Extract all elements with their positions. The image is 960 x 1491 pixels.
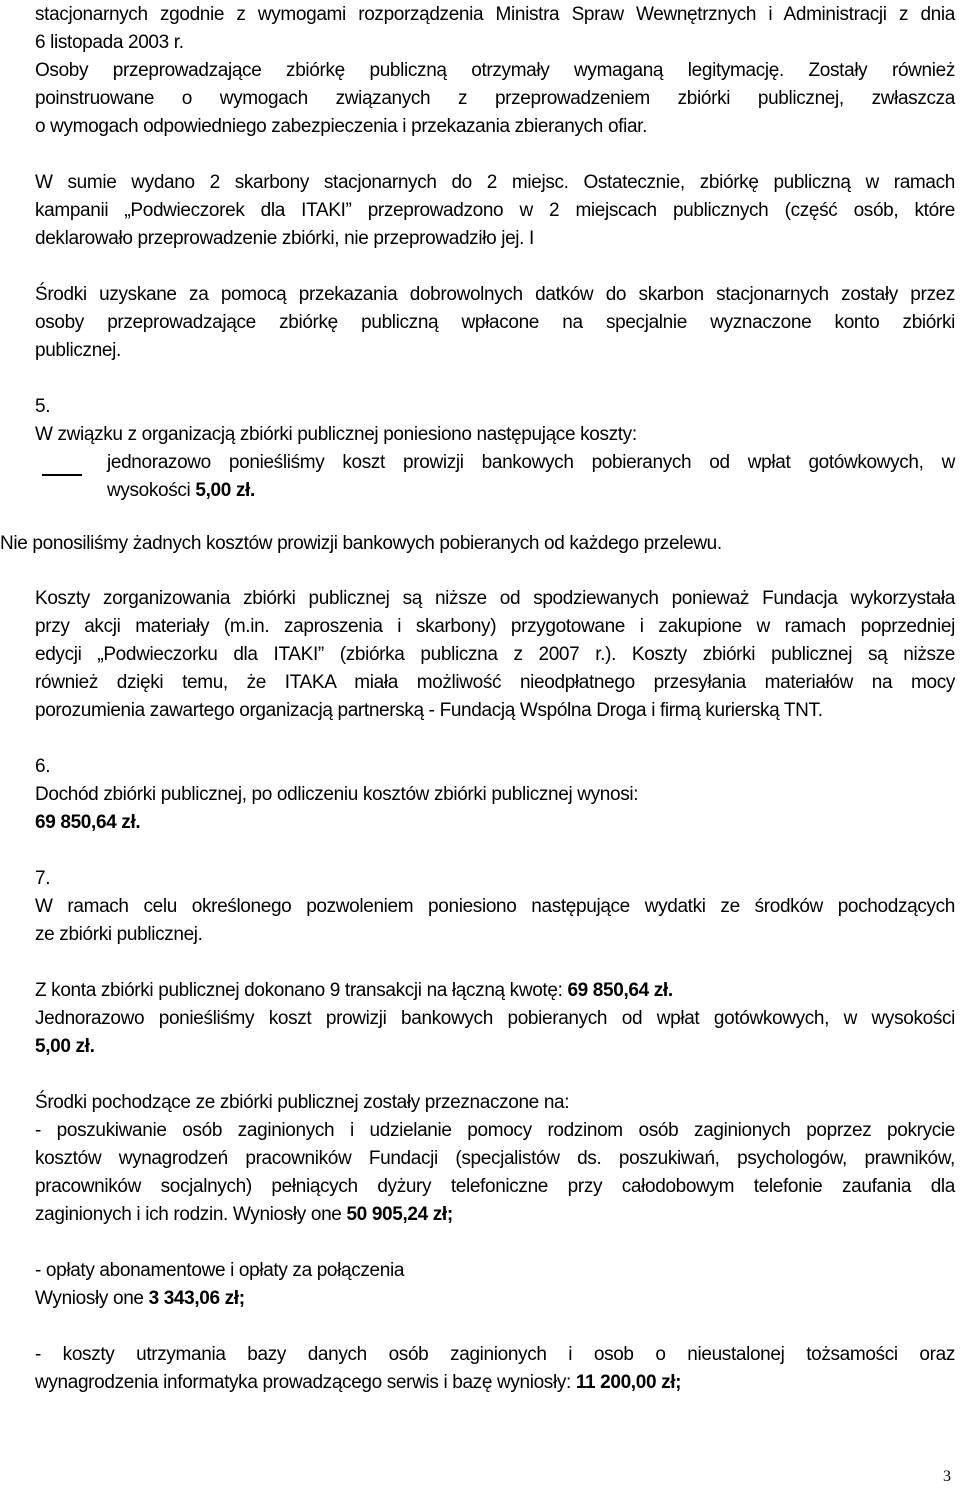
item1-text: zaginionych i ich rodzin. Wyniosły one [35, 1204, 347, 1225]
costs-line-2: przy akcji materiały (m.in. zaproszenia i skarbony) przygotowane i zakupione w ramach poprzedniej [35, 616, 955, 637]
section-6-number: 6. [35, 756, 51, 777]
volunteers-line-3: o wymogach odpowiedniego zabezpieczenia i przekazania zbieranych ofiar. [35, 116, 648, 137]
item3-line-1: - koszty utrzymania bazy danych osób zaginionych i osob o nieustalonej tożsamości oraz [35, 1344, 955, 1365]
funds-intro: Środki pochodzące ze zbiórki publicznej zostały przeznaczone na: [35, 1092, 570, 1113]
section-7-line-1: W ramach celu określonego pozwoleniem poniesiono następujące wydatki ze środków pochodzących [35, 896, 955, 917]
boxes-line-2: kampanii „Podwieczorek dla ITAKI” przeprowadzono w 2 miejscach publicznych (część osób, które [35, 200, 955, 221]
item2-amount: 3 343,06 zł; [148, 1288, 245, 1309]
costs-line-4: również dzięki temu, że ITAKA miała możliwość nieodpłatnego przesyłania materiałów na mocy [35, 672, 955, 693]
section-5-intro: W związku z organizacją zbiórki publicznej poniesiono następujące koszty: [35, 424, 637, 445]
section-5-bullet-line-1: jednorazowo ponieśliśmy koszt prowizji bankowych pobieranych od wpłat gotówkowych, w [107, 452, 955, 473]
item3-text: wynagrodzenia informatyka prowadzącego serwis i bazę wyniosły: [35, 1372, 576, 1393]
costs-line-1: Koszty zorganizowania zbiórki publicznej są niższe od spodziewanych ponieważ Fundacja wykorzystała [35, 588, 955, 609]
item2-line-1: - opłaty abonamentowe i opłaty za połączenia [35, 1260, 405, 1281]
item1-line-4 [35, 1201, 453, 1229]
income-amount: 69 850,64 zł. [35, 812, 141, 833]
fee-line-1: Jednorazowo ponieśliśmy koszt prowizji bankowych pobieranych od wpłat gotówkowych, w wysokości [35, 1008, 955, 1029]
section-7-line-2: ze zbiórki publicznej. [35, 924, 203, 945]
funds-line-3: publicznej. [35, 340, 121, 361]
intro-line-1: stacjonarnych zgodnie z wymogami rozporządzenia Ministra Spraw Wewnętrznych i Administracji z dnia [35, 4, 955, 25]
bullet-text: wysokości [107, 480, 196, 501]
item1-amount: 50 905,24 zł; [346, 1204, 453, 1225]
transactions-amount: 69 850,64 zł. [567, 980, 673, 1001]
section-5-number: 5. [35, 396, 51, 417]
item2-line-2 [35, 1285, 245, 1313]
volunteers-line-1: Osoby przeprowadzające zbiórkę publiczną otrzymały wymaganą legitymację. Zostały również [35, 60, 955, 81]
list-dash-marker [42, 474, 82, 476]
item3-amount: 11 200,00 zł; [575, 1372, 682, 1393]
page-number: 3 [943, 1468, 951, 1485]
costs-line-5: porozumienia zawartego organizacją partnerską - Fundacją Wspólna Droga i firmą kurierską TNT. [35, 700, 823, 721]
funds-line-2: osoby przeprowadzające zbiórkę publiczną wpłacone na specjalnie wyznaczone konto zbiórki [35, 312, 955, 333]
item1-line-1: - poszukiwanie osób zaginionych i udzielanie pomocy rodzinom osób zaginionych poprzez pokrycie [35, 1120, 955, 1141]
item2-text: Wyniosły one [35, 1288, 149, 1309]
transactions-line [35, 977, 673, 1005]
section-5-bullet-line-2 [107, 477, 255, 505]
funds-line-1: Środki uzyskane za pomocą przekazania dobrowolnych datków do skarbon stacjonarnych zostały przez [35, 284, 955, 305]
volunteers-line-2: poinstruowane o wymogach związanych z przeprowadzeniem zbiórki publicznej, zwłaszcza [35, 88, 955, 109]
bullet-amount: 5,00 zł. [195, 480, 255, 501]
intro-line-2: 6 listopada 2003 r. [35, 32, 184, 53]
fee-amount: 5,00 zł. [35, 1036, 95, 1057]
no-transfer-costs: Nie ponosiliśmy żadnych kosztów prowizji bankowych pobieranych od każdego przelewu. [0, 533, 722, 554]
section-7-number: 7. [35, 868, 51, 889]
item1-line-3: pracowników socjalnych) pełniących dyżury telefoniczne przy całodobowym telefonie zaufania dla [35, 1176, 955, 1197]
section-6-text: Dochód zbiórki publicznej, po odliczeniu kosztów zbiórki publicznej wynosi: [35, 784, 639, 805]
boxes-line-1: W sumie wydano 2 skarbony stacjonarnych do 2 miejsc. Ostatecznie, zbiórkę publiczną w ramach [35, 172, 955, 193]
section-6-amount [35, 809, 140, 837]
item1-line-2: kosztów wynagrodzeń pracowników Fundacji (specjalistów ds. poszukiwań, psychologów, prawników, [35, 1148, 955, 1169]
transactions-text: Z konta zbiórki publicznej dokonano 9 transakcji na łączną kwotę: [35, 980, 568, 1001]
fee-line-2 [35, 1033, 95, 1061]
costs-line-3: edycji „Podwieczorku dla ITAKI” (zbiórka publiczna z 2007 r.). Koszty zbiórki publicznej są niższe [35, 644, 955, 665]
boxes-line-3: deklarowało przeprowadzenie zbiórki, nie przeprowadziło jej. I [35, 228, 534, 249]
item3-line-2 [35, 1369, 681, 1397]
